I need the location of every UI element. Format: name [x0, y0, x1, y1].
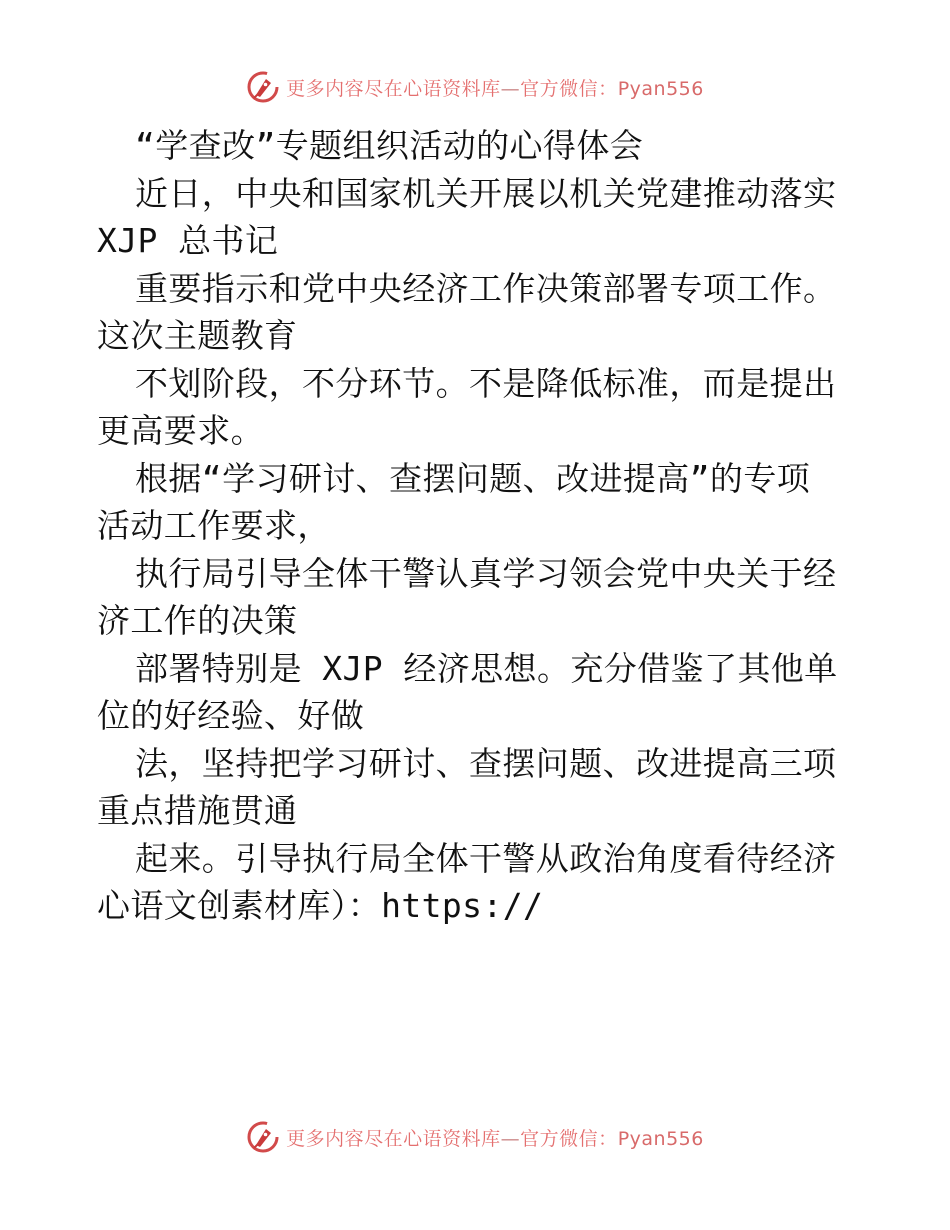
text-line: 济工作的决策	[97, 601, 298, 640]
document-body	[97, 122, 857, 930]
text-line: 近日，中央和国家机关开展以机关党建推动落实	[135, 173, 837, 213]
watermark-wechat-label: 官方微信：	[520, 77, 618, 100]
text-line: 重点措施贯通	[97, 791, 298, 830]
text-line: 根据“学习研讨、查摆问题、改进提高”的专项	[135, 458, 811, 498]
watermark-main-text: 更多内容尽在心语资料库	[286, 77, 501, 100]
text-line: 这次主题教育	[97, 316, 298, 355]
watermark-wechat-label: 官方微信：	[520, 1127, 618, 1150]
document-title: “学查改”专题组织活动的心得体会	[135, 126, 644, 165]
header-watermark	[0, 70, 950, 104]
watermark-wechat-id: Pyan556	[617, 1127, 704, 1150]
text-line: 不划阶段，不分环节。不是降低标准，而是提出	[135, 363, 837, 403]
watermark-main-text: 更多内容尽在心语资料库	[286, 1127, 501, 1150]
text-line: 心语文创素材库）：https://	[97, 886, 544, 925]
text-line: 部署特别是 XJP 经济思想。充分借鉴了其他单	[135, 648, 838, 688]
watermark-dash: —	[500, 77, 521, 100]
watermark-wechat-id: Pyan556	[617, 77, 704, 100]
text-line: XJP 总书记	[97, 221, 279, 260]
text-line: 重要指示和党中央经济工作决策部署专项工作。	[135, 268, 837, 308]
pen-nib-logo-icon	[246, 1120, 280, 1154]
text-line: 执行局引导全体干警认真学习领会党中央关于经	[135, 553, 837, 593]
text-line: 活动工作要求，	[97, 506, 331, 545]
text-line: 位的好经验、好做	[97, 696, 365, 735]
text-line: 更高要求。	[97, 411, 264, 450]
watermark-dash: —	[500, 1127, 521, 1150]
text-line: 起来。引导执行局全体干警从政治角度看待经济	[135, 838, 837, 878]
footer-watermark	[0, 1120, 950, 1154]
text-line: 法，坚持把学习研讨、查摆问题、改进提高三项	[135, 743, 837, 783]
pen-nib-logo-icon	[246, 70, 280, 104]
